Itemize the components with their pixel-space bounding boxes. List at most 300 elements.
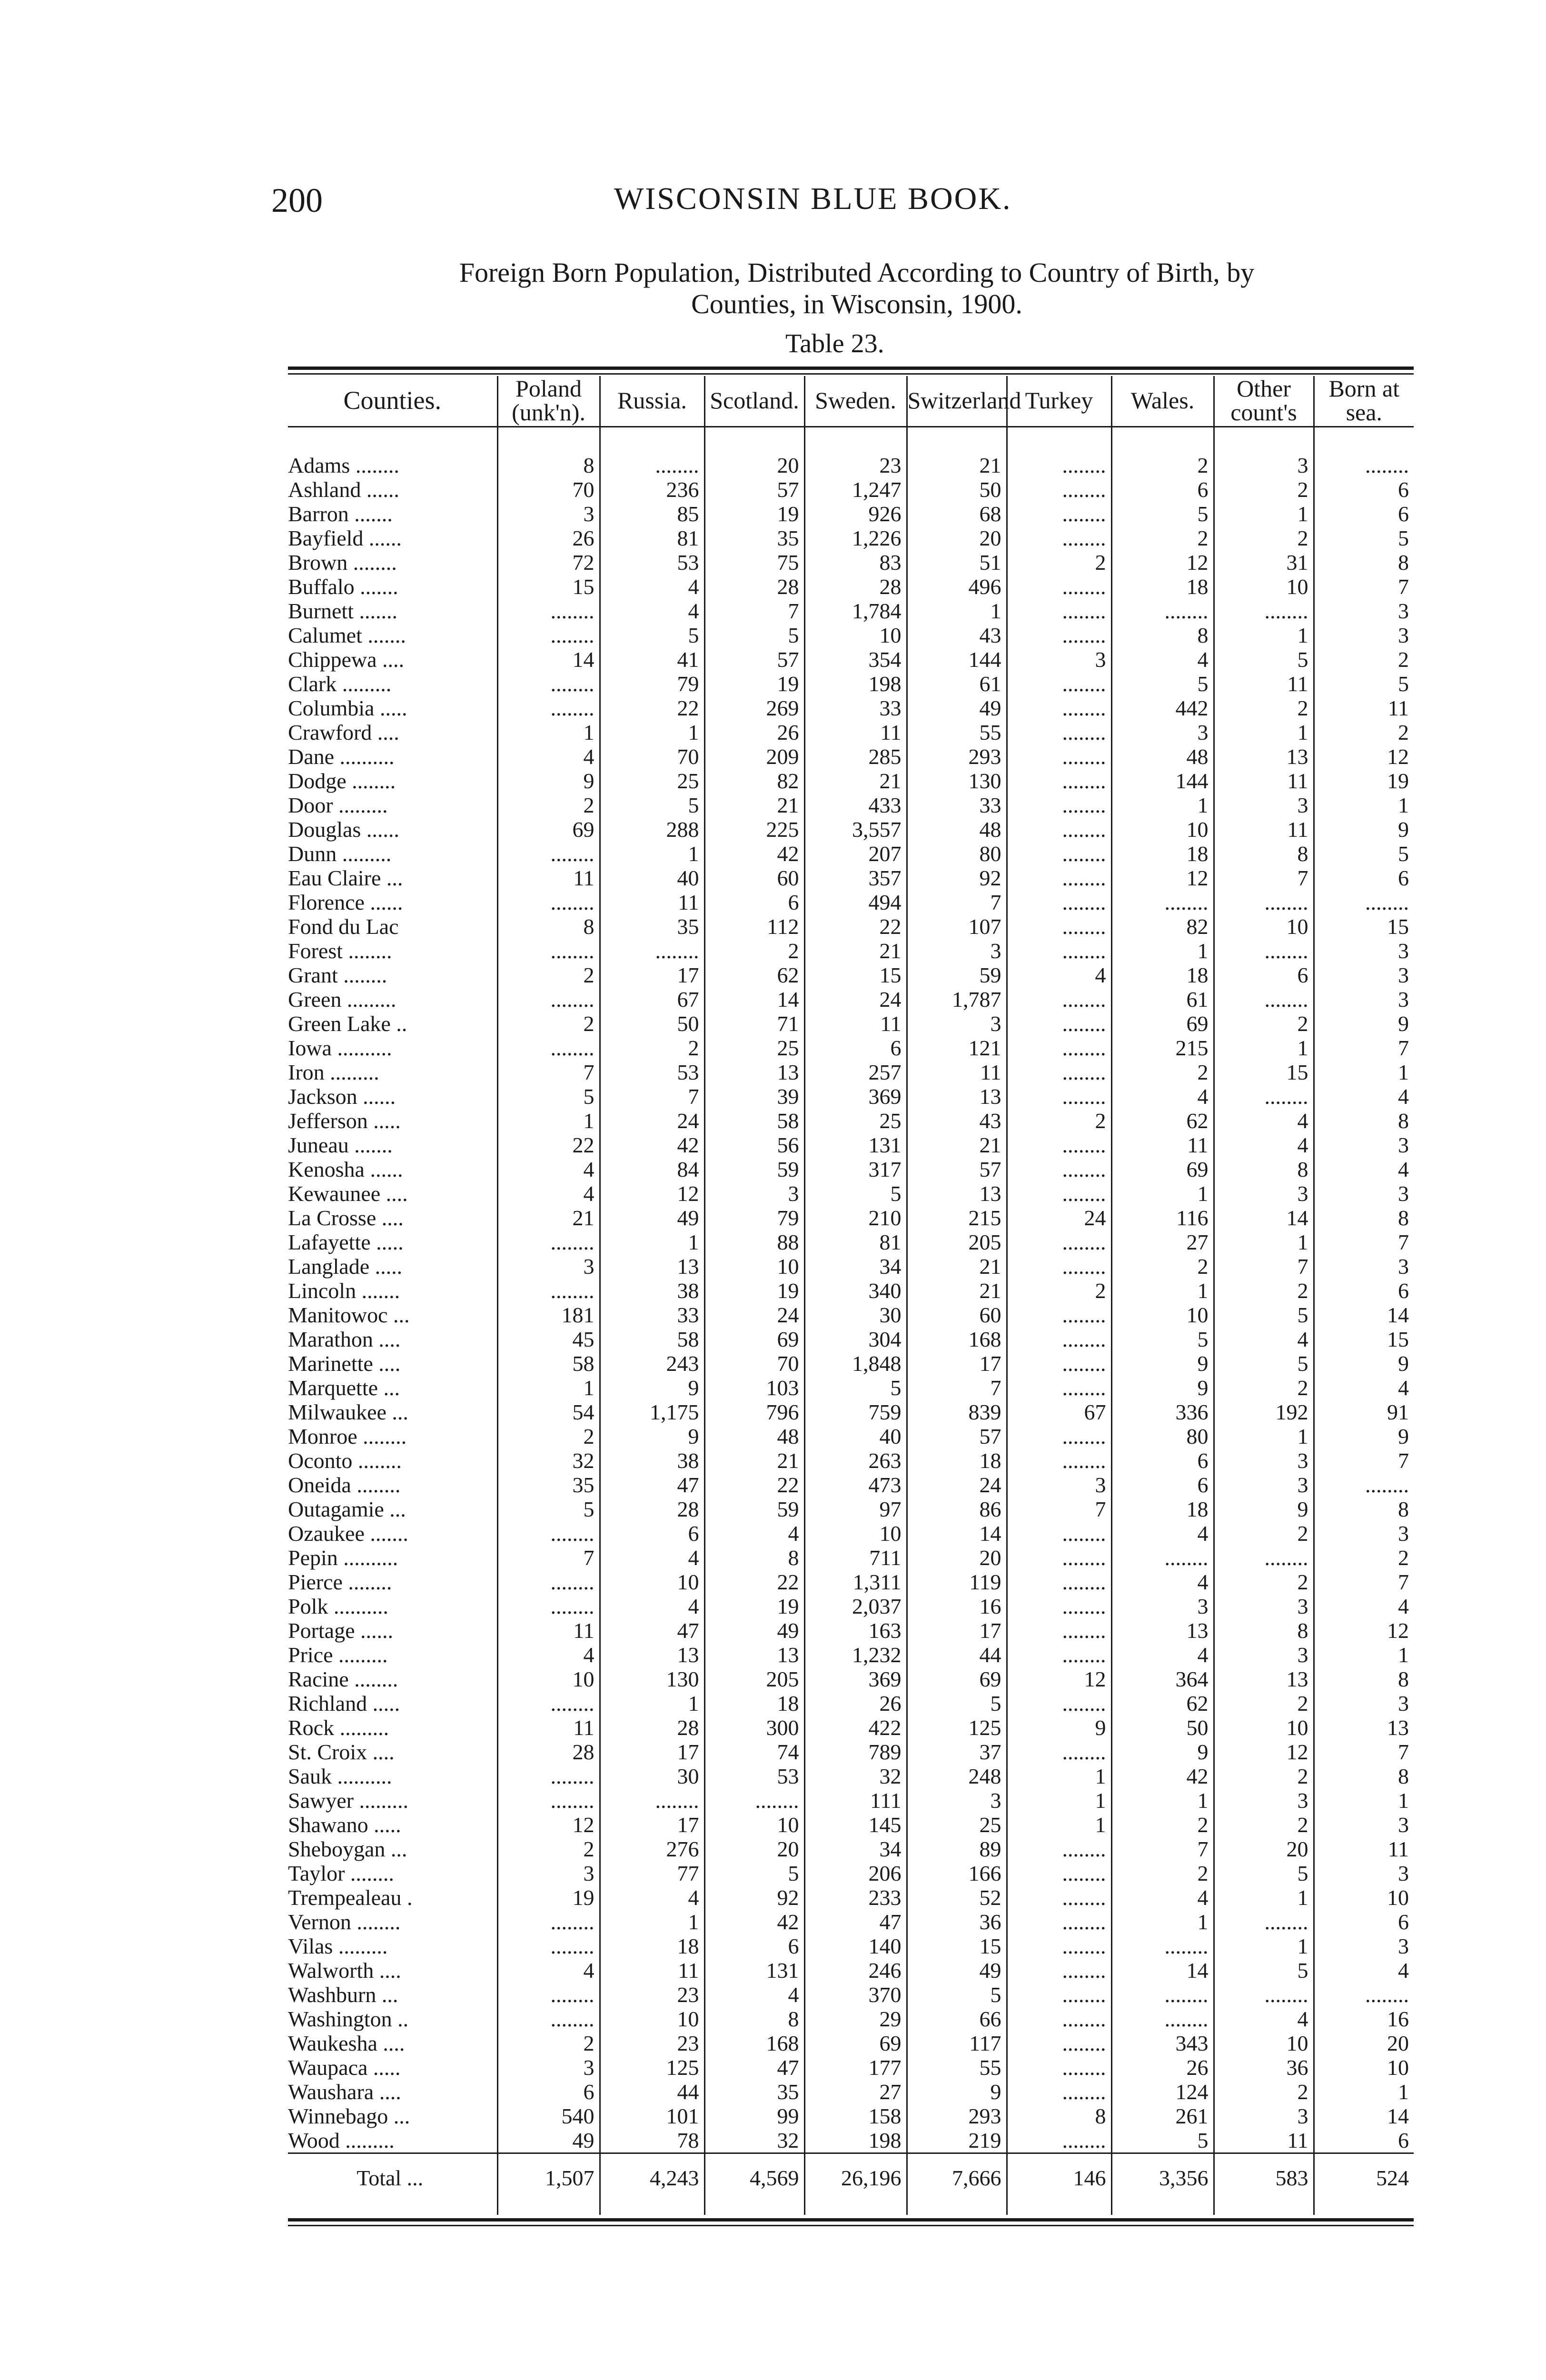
cell-other: 7 bbox=[1214, 866, 1314, 890]
cell-other: ........ bbox=[1214, 1084, 1314, 1109]
total-poland: 1,507 bbox=[497, 2153, 600, 2202]
page-number: 200 bbox=[271, 181, 323, 219]
cell-born-at-sea: ........ bbox=[1314, 1473, 1414, 1497]
cell-turkey: ........ bbox=[1007, 1376, 1111, 1400]
cell-sweden: 357 bbox=[804, 866, 907, 890]
cell-county: Jefferson ..... bbox=[288, 1109, 401, 1133]
cell-wales: 13 bbox=[1111, 1618, 1214, 1643]
cell-poland: 2 bbox=[497, 1424, 600, 1448]
cell-other: 7 bbox=[1214, 1254, 1314, 1279]
cell-russia: 33 bbox=[600, 1303, 704, 1327]
cell-sweden: 422 bbox=[804, 1716, 907, 1740]
cell-russia: 41 bbox=[600, 647, 704, 672]
cell-sweden: 47 bbox=[804, 1910, 907, 1934]
cell-poland: 4 bbox=[497, 744, 600, 769]
cell-other: 11 bbox=[1214, 817, 1314, 842]
table-row bbox=[288, 1400, 1414, 1424]
table-row bbox=[288, 2104, 1414, 2128]
cell-sweden: 81 bbox=[804, 1230, 907, 1254]
table-row bbox=[288, 1109, 1414, 1133]
cell-wales: 5 bbox=[1111, 502, 1214, 526]
col-header-counties: Counties. bbox=[343, 386, 441, 415]
cell-sweden: 177 bbox=[804, 2055, 907, 2080]
cell-russia: 24 bbox=[600, 1109, 704, 1133]
cell-other: 1 bbox=[1214, 1885, 1314, 1910]
cell-county: Kenosha ...... bbox=[288, 1157, 403, 1181]
cell-scotland: 42 bbox=[704, 842, 804, 866]
cell-scotland: 8 bbox=[704, 1546, 804, 1570]
cell-switzerland: 21 bbox=[907, 453, 1007, 477]
cell-switzerland: 219 bbox=[907, 2128, 1007, 2153]
cell-turkey: 24 bbox=[1007, 1206, 1111, 1230]
table-row bbox=[288, 477, 1414, 502]
cell-wales: 3 bbox=[1111, 1594, 1214, 1618]
table-row bbox=[288, 1279, 1414, 1303]
cell-other: 1 bbox=[1214, 502, 1314, 526]
cell-wales: 11 bbox=[1111, 1133, 1214, 1157]
cell-poland: ........ bbox=[497, 890, 600, 914]
cell-scotland: 6 bbox=[704, 890, 804, 914]
cell-scotland: 22 bbox=[704, 1570, 804, 1594]
cell-scotland: 5 bbox=[704, 1861, 804, 1885]
cell-born-at-sea: ........ bbox=[1314, 1983, 1414, 2007]
cell-poland: 5 bbox=[497, 1084, 600, 1109]
cell-wales: 2 bbox=[1111, 526, 1214, 550]
cell-county: Juneau ....... bbox=[288, 1133, 393, 1157]
cell-other: 5 bbox=[1214, 1958, 1314, 1983]
table-row bbox=[288, 1060, 1414, 1084]
cell-poland: 2 bbox=[497, 963, 600, 987]
cell-poland: 3 bbox=[497, 1861, 600, 1885]
cell-county: Waushara .... bbox=[288, 2080, 401, 2104]
cell-turkey: ........ bbox=[1007, 1060, 1111, 1084]
cell-county: Ashland ...... bbox=[288, 477, 399, 502]
cell-born-at-sea: 11 bbox=[1314, 696, 1414, 720]
cell-poland: 3 bbox=[497, 2055, 600, 2080]
total-other: 583 bbox=[1214, 2153, 1314, 2202]
cell-sweden: 26 bbox=[804, 1691, 907, 1716]
table-row bbox=[288, 453, 1414, 477]
cell-turkey: ........ bbox=[1007, 599, 1111, 623]
cell-born-at-sea: 3 bbox=[1314, 1861, 1414, 1885]
cell-scotland: 22 bbox=[704, 1473, 804, 1497]
cell-born-at-sea: 9 bbox=[1314, 1424, 1414, 1448]
cell-born-at-sea: 4 bbox=[1314, 1084, 1414, 1109]
cell-wales: 82 bbox=[1111, 914, 1214, 939]
cell-scotland: 10 bbox=[704, 1254, 804, 1279]
cell-born-at-sea: 7 bbox=[1314, 575, 1414, 599]
cell-turkey: ........ bbox=[1007, 914, 1111, 939]
cell-russia: 125 bbox=[600, 2055, 704, 2080]
cell-born-at-sea: 3 bbox=[1314, 1254, 1414, 1279]
cell-other: 1 bbox=[1214, 623, 1314, 647]
cell-switzerland: 55 bbox=[907, 2055, 1007, 2080]
cell-scotland: 62 bbox=[704, 963, 804, 987]
cell-switzerland: 48 bbox=[907, 817, 1007, 842]
cell-born-at-sea: 8 bbox=[1314, 1764, 1414, 1788]
cell-sweden: 22 bbox=[804, 914, 907, 939]
cell-wales: 4 bbox=[1111, 1885, 1214, 1910]
cell-born-at-sea: ........ bbox=[1314, 453, 1414, 477]
col-header-wales: Wales. bbox=[1111, 376, 1214, 425]
cell-scotland: 4 bbox=[704, 1983, 804, 2007]
cell-scotland: 5 bbox=[704, 623, 804, 647]
cell-scotland: 2 bbox=[704, 939, 804, 963]
cell-born-at-sea: 1 bbox=[1314, 1788, 1414, 1813]
table-row bbox=[288, 1181, 1414, 1206]
table-row bbox=[288, 1837, 1414, 1861]
cell-turkey: 1 bbox=[1007, 1764, 1111, 1788]
cell-switzerland: 33 bbox=[907, 793, 1007, 817]
cell-switzerland: 57 bbox=[907, 1424, 1007, 1448]
cell-wales: ........ bbox=[1111, 1546, 1214, 1570]
cell-born-at-sea: 1 bbox=[1314, 793, 1414, 817]
cell-born-at-sea: 10 bbox=[1314, 2055, 1414, 2080]
cell-scotland: 19 bbox=[704, 1279, 804, 1303]
cell-turkey: ........ bbox=[1007, 502, 1111, 526]
cell-born-at-sea: 20 bbox=[1314, 2031, 1414, 2055]
cell-born-at-sea: 6 bbox=[1314, 502, 1414, 526]
cell-wales: 7 bbox=[1111, 1837, 1214, 1861]
cell-wales: ........ bbox=[1111, 599, 1214, 623]
cell-sweden: 11 bbox=[804, 720, 907, 744]
table-row bbox=[288, 599, 1414, 623]
cell-russia: 1,175 bbox=[600, 1400, 704, 1424]
cell-turkey: 12 bbox=[1007, 1667, 1111, 1691]
cell-switzerland: 168 bbox=[907, 1327, 1007, 1351]
cell-sweden: 33 bbox=[804, 696, 907, 720]
cell-other: 14 bbox=[1214, 1206, 1314, 1230]
cell-sweden: 23 bbox=[804, 453, 907, 477]
cell-other: 12 bbox=[1214, 1740, 1314, 1764]
cell-poland: 1 bbox=[497, 1109, 600, 1133]
cell-born-at-sea: 8 bbox=[1314, 1109, 1414, 1133]
cell-russia: 1 bbox=[600, 720, 704, 744]
cell-russia: 28 bbox=[600, 1497, 704, 1521]
table-row bbox=[288, 1157, 1414, 1181]
cell-county: Washburn ... bbox=[288, 1983, 398, 2007]
cell-wales: 4 bbox=[1111, 1643, 1214, 1667]
cell-wales: ........ bbox=[1111, 2007, 1214, 2031]
cell-born-at-sea: 6 bbox=[1314, 1910, 1414, 1934]
cell-born-at-sea: 3 bbox=[1314, 1934, 1414, 1958]
cell-sweden: 257 bbox=[804, 1060, 907, 1084]
cell-switzerland: 59 bbox=[907, 963, 1007, 987]
cell-turkey: ........ bbox=[1007, 1546, 1111, 1570]
cell-wales: 124 bbox=[1111, 2080, 1214, 2104]
cell-switzerland: 61 bbox=[907, 672, 1007, 696]
cell-county: Marathon .... bbox=[288, 1327, 401, 1351]
cell-wales: 14 bbox=[1111, 1958, 1214, 1983]
cell-county: Oneida ........ bbox=[288, 1473, 401, 1497]
cell-switzerland: 68 bbox=[907, 502, 1007, 526]
cell-switzerland: 17 bbox=[907, 1618, 1007, 1643]
cell-born-at-sea: 3 bbox=[1314, 1181, 1414, 1206]
table-row bbox=[288, 1012, 1414, 1036]
cell-turkey: ........ bbox=[1007, 696, 1111, 720]
cell-born-at-sea: 3 bbox=[1314, 1521, 1414, 1546]
cell-county: Trempealeau . bbox=[288, 1885, 413, 1910]
cell-turkey: ........ bbox=[1007, 1303, 1111, 1327]
cell-other: ........ bbox=[1214, 987, 1314, 1012]
cell-switzerland: 43 bbox=[907, 623, 1007, 647]
table-row bbox=[288, 890, 1414, 914]
cell-scotland: 205 bbox=[704, 1667, 804, 1691]
cell-wales: 80 bbox=[1111, 1424, 1214, 1448]
cell-born-at-sea: 9 bbox=[1314, 1351, 1414, 1376]
cell-sweden: 285 bbox=[804, 744, 907, 769]
cell-county: Dunn ......... bbox=[288, 842, 392, 866]
cell-scotland: 3 bbox=[704, 1181, 804, 1206]
cell-scotland: 209 bbox=[704, 744, 804, 769]
cell-born-at-sea: 12 bbox=[1314, 744, 1414, 769]
cell-poland: 1 bbox=[497, 720, 600, 744]
cell-switzerland: 144 bbox=[907, 647, 1007, 672]
cell-scotland: 20 bbox=[704, 453, 804, 477]
cell-born-at-sea: 1 bbox=[1314, 1643, 1414, 1667]
cell-russia: 38 bbox=[600, 1279, 704, 1303]
cell-switzerland: 37 bbox=[907, 1740, 1007, 1764]
cell-sweden: 2,037 bbox=[804, 1594, 907, 1618]
table-row bbox=[288, 817, 1414, 842]
col-header-poland: Poland (unk'n). bbox=[497, 376, 600, 425]
cell-wales: 10 bbox=[1111, 1303, 1214, 1327]
cell-other: 11 bbox=[1214, 2128, 1314, 2153]
cell-sweden: 711 bbox=[804, 1546, 907, 1570]
cell-poland: 8 bbox=[497, 914, 600, 939]
cell-poland: 4 bbox=[497, 1157, 600, 1181]
top-rule-thin bbox=[288, 373, 1414, 375]
cell-turkey: ........ bbox=[1007, 1570, 1111, 1594]
cell-scotland: 168 bbox=[704, 2031, 804, 2055]
cell-county: Pierce ........ bbox=[288, 1570, 392, 1594]
cell-switzerland: 119 bbox=[907, 1570, 1007, 1594]
cell-switzerland: 52 bbox=[907, 1885, 1007, 1910]
cell-scotland: 60 bbox=[704, 866, 804, 890]
cell-other: 36 bbox=[1214, 2055, 1314, 2080]
cell-county: Iron ......... bbox=[288, 1060, 379, 1084]
cell-born-at-sea: ........ bbox=[1314, 890, 1414, 914]
cell-county: Racine ........ bbox=[288, 1667, 398, 1691]
cell-poland: ........ bbox=[497, 1910, 600, 1934]
total-turkey: 146 bbox=[1007, 2153, 1111, 2202]
cell-born-at-sea: 6 bbox=[1314, 866, 1414, 890]
cell-sweden: 198 bbox=[804, 672, 907, 696]
cell-poland: 10 bbox=[497, 1667, 600, 1691]
cell-sweden: 29 bbox=[804, 2007, 907, 2031]
cell-poland: 14 bbox=[497, 647, 600, 672]
cell-other: 3 bbox=[1214, 453, 1314, 477]
cell-born-at-sea: 8 bbox=[1314, 550, 1414, 575]
cell-scotland: 7 bbox=[704, 599, 804, 623]
table-row bbox=[288, 1546, 1414, 1570]
cell-scotland: 269 bbox=[704, 696, 804, 720]
cell-poland: 3 bbox=[497, 502, 600, 526]
cell-county: Langlade ..... bbox=[288, 1254, 403, 1279]
cell-turkey: ........ bbox=[1007, 939, 1111, 963]
cell-county: Douglas ...... bbox=[288, 817, 399, 842]
cell-poland: ........ bbox=[497, 672, 600, 696]
table-row bbox=[288, 720, 1414, 744]
cell-wales: ........ bbox=[1111, 1983, 1214, 2007]
cell-russia: 9 bbox=[600, 1424, 704, 1448]
cell-switzerland: 16 bbox=[907, 1594, 1007, 1618]
cell-other: 8 bbox=[1214, 1618, 1314, 1643]
cell-turkey: 9 bbox=[1007, 1716, 1111, 1740]
cell-other: 2 bbox=[1214, 1570, 1314, 1594]
cell-russia: 47 bbox=[600, 1473, 704, 1497]
cell-russia: 30 bbox=[600, 1764, 704, 1788]
cell-scotland: 26 bbox=[704, 720, 804, 744]
cell-turkey: ........ bbox=[1007, 526, 1111, 550]
cell-sweden: 163 bbox=[804, 1618, 907, 1643]
cell-turkey: ........ bbox=[1007, 1351, 1111, 1376]
cell-poland: 4 bbox=[497, 1958, 600, 1983]
cell-poland: 6 bbox=[497, 2080, 600, 2104]
cell-other: 10 bbox=[1214, 1716, 1314, 1740]
cell-russia: 25 bbox=[600, 769, 704, 793]
table-row bbox=[288, 1206, 1414, 1230]
cell-russia: 10 bbox=[600, 2007, 704, 2031]
cell-scotland: 103 bbox=[704, 1376, 804, 1400]
table-row bbox=[288, 1643, 1414, 1667]
cell-scotland: 19 bbox=[704, 502, 804, 526]
cell-other: 9 bbox=[1214, 1497, 1314, 1521]
cell-russia: 13 bbox=[600, 1643, 704, 1667]
cell-wales: 8 bbox=[1111, 623, 1214, 647]
cell-born-at-sea: 3 bbox=[1314, 1813, 1414, 1837]
cell-russia: 28 bbox=[600, 1716, 704, 1740]
cell-born-at-sea: 2 bbox=[1314, 647, 1414, 672]
cell-switzerland: 496 bbox=[907, 575, 1007, 599]
cell-wales: 1 bbox=[1111, 1279, 1214, 1303]
cell-poland: 19 bbox=[497, 1885, 600, 1910]
cell-scotland: 25 bbox=[704, 1036, 804, 1060]
cell-scotland: 53 bbox=[704, 1764, 804, 1788]
cell-scotland: 14 bbox=[704, 987, 804, 1012]
cell-turkey: 8 bbox=[1007, 2104, 1111, 2128]
cell-wales: 343 bbox=[1111, 2031, 1214, 2055]
table-row bbox=[288, 2031, 1414, 2055]
cell-born-at-sea: 1 bbox=[1314, 2080, 1414, 2104]
cell-russia: ........ bbox=[600, 939, 704, 963]
cell-switzerland: 293 bbox=[907, 744, 1007, 769]
cell-sweden: 140 bbox=[804, 1934, 907, 1958]
cell-wales: 5 bbox=[1111, 672, 1214, 696]
table-row bbox=[288, 842, 1414, 866]
cell-other: 5 bbox=[1214, 1303, 1314, 1327]
bottom-rule-thin bbox=[288, 2225, 1414, 2226]
cell-poland: 7 bbox=[497, 1546, 600, 1570]
cell-russia: 101 bbox=[600, 2104, 704, 2128]
cell-born-at-sea: 4 bbox=[1314, 1958, 1414, 1983]
cell-switzerland: 11 bbox=[907, 1060, 1007, 1084]
cell-scotland: 59 bbox=[704, 1497, 804, 1521]
cell-born-at-sea: 7 bbox=[1314, 1036, 1414, 1060]
cell-other: 6 bbox=[1214, 963, 1314, 987]
cell-county: St. Croix .... bbox=[288, 1740, 395, 1764]
cell-wales: 442 bbox=[1111, 696, 1214, 720]
cell-wales: 5 bbox=[1111, 1327, 1214, 1351]
cell-turkey: ........ bbox=[1007, 1181, 1111, 1206]
cell-russia: ........ bbox=[600, 1788, 704, 1813]
cell-turkey: ........ bbox=[1007, 842, 1111, 866]
table-row bbox=[288, 1885, 1414, 1910]
cell-sweden: 370 bbox=[804, 1983, 907, 2007]
cell-scotland: 28 bbox=[704, 575, 804, 599]
cell-county: Bayfield ...... bbox=[288, 526, 402, 550]
cell-turkey: ........ bbox=[1007, 1740, 1111, 1764]
cell-turkey: 2 bbox=[1007, 1109, 1111, 1133]
cell-russia: 42 bbox=[600, 1133, 704, 1157]
table-caption bbox=[309, 257, 1404, 320]
cell-scotland: 24 bbox=[704, 1303, 804, 1327]
cell-scotland: 19 bbox=[704, 672, 804, 696]
table-row bbox=[288, 502, 1414, 526]
cell-turkey: 1 bbox=[1007, 1813, 1111, 1837]
cell-poland: 3 bbox=[497, 1254, 600, 1279]
cell-county: Sauk .......... bbox=[288, 1764, 392, 1788]
cell-other: 2 bbox=[1214, 1376, 1314, 1400]
cell-poland: ........ bbox=[497, 1691, 600, 1716]
cell-sweden: 233 bbox=[804, 1885, 907, 1910]
cell-scotland: 225 bbox=[704, 817, 804, 842]
cell-switzerland: 121 bbox=[907, 1036, 1007, 1060]
cell-russia: 53 bbox=[600, 1060, 704, 1084]
header-row bbox=[288, 376, 1414, 425]
cell-turkey: ........ bbox=[1007, 890, 1111, 914]
cell-wales: 116 bbox=[1111, 1206, 1214, 1230]
cell-sweden: 369 bbox=[804, 1084, 907, 1109]
cell-county: Sheboygan ... bbox=[288, 1837, 407, 1861]
cell-sweden: 3,557 bbox=[804, 817, 907, 842]
cell-scotland: 56 bbox=[704, 1133, 804, 1157]
cell-scotland: 21 bbox=[704, 793, 804, 817]
table-row bbox=[288, 1448, 1414, 1473]
cell-sweden: 473 bbox=[804, 1473, 907, 1497]
cell-switzerland: 18 bbox=[907, 1448, 1007, 1473]
cell-scotland: 99 bbox=[704, 2104, 804, 2128]
cell-other: 2 bbox=[1214, 477, 1314, 502]
cell-sweden: 34 bbox=[804, 1837, 907, 1861]
table-row bbox=[288, 526, 1414, 550]
cell-switzerland: 3 bbox=[907, 1012, 1007, 1036]
cell-poland: ........ bbox=[497, 1934, 600, 1958]
cell-switzerland: 57 bbox=[907, 1157, 1007, 1181]
cell-russia: 10 bbox=[600, 1570, 704, 1594]
cell-turkey: ........ bbox=[1007, 793, 1111, 817]
cell-switzerland: 80 bbox=[907, 842, 1007, 866]
cell-sweden: 433 bbox=[804, 793, 907, 817]
cell-other: 2 bbox=[1214, 1012, 1314, 1036]
total-scotland: 4,569 bbox=[704, 2153, 804, 2202]
cell-born-at-sea: 7 bbox=[1314, 1230, 1414, 1254]
cell-county: Clark ......... bbox=[288, 672, 392, 696]
cell-other: 2 bbox=[1214, 1521, 1314, 1546]
cell-switzerland: 17 bbox=[907, 1351, 1007, 1376]
cell-wales: 6 bbox=[1111, 1473, 1214, 1497]
cell-russia: 1 bbox=[600, 1691, 704, 1716]
cell-russia: 17 bbox=[600, 1813, 704, 1837]
cell-switzerland: 36 bbox=[907, 1910, 1007, 1934]
cell-switzerland: 248 bbox=[907, 1764, 1007, 1788]
cell-born-at-sea: 2 bbox=[1314, 1546, 1414, 1570]
cell-wales: 1 bbox=[1111, 793, 1214, 817]
cell-turkey: ........ bbox=[1007, 2031, 1111, 2055]
cell-sweden: 24 bbox=[804, 987, 907, 1012]
table-row bbox=[288, 2080, 1414, 2104]
cell-other: 8 bbox=[1214, 842, 1314, 866]
